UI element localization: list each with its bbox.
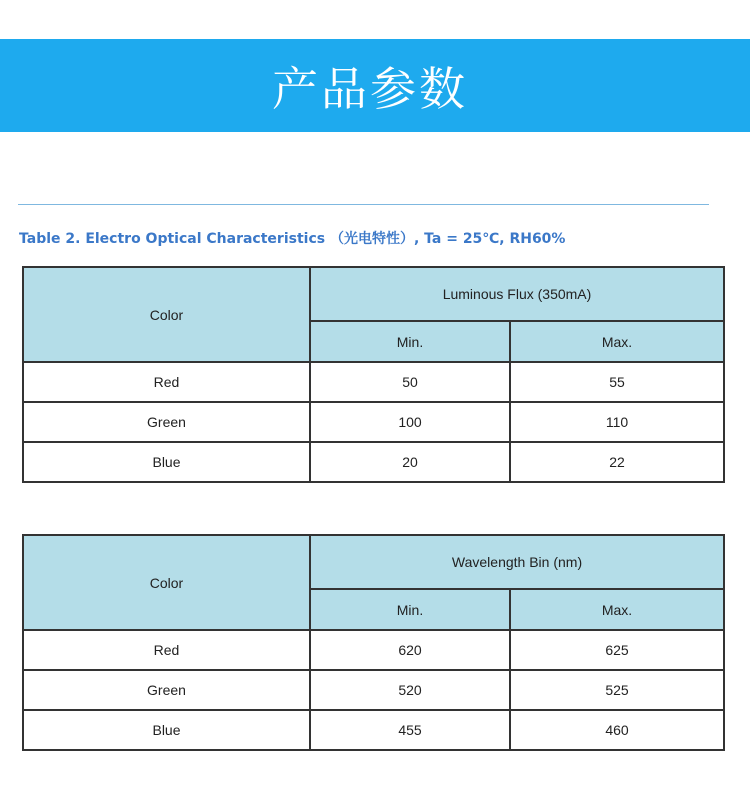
table-row xyxy=(23,402,724,442)
max-cell: 460 xyxy=(510,710,724,750)
divider-line xyxy=(18,204,709,205)
max-cell: 625 xyxy=(510,630,724,670)
color-header: Color xyxy=(23,535,310,630)
color-cell: Red xyxy=(23,362,310,402)
table-row xyxy=(23,630,724,670)
min-cell: 100 xyxy=(310,402,510,442)
max-cell: 22 xyxy=(510,442,724,482)
color-cell: Red xyxy=(23,630,310,670)
max-cell: 55 xyxy=(510,362,724,402)
max-cell: 525 xyxy=(510,670,724,710)
color-cell: Blue xyxy=(23,710,310,750)
max-cell: 110 xyxy=(510,402,724,442)
max-header: Max. xyxy=(510,589,724,630)
table-row xyxy=(23,670,724,710)
banner-title: 产品参数 xyxy=(272,61,468,116)
luminous-flux-header: Luminous Flux (350mA) xyxy=(310,267,724,321)
min-header: Min. xyxy=(310,321,510,362)
min-cell: 455 xyxy=(310,710,510,750)
table-caption: Table 2. Electro Optical Characteristics （光电特性）, Ta = 25℃, RH60% xyxy=(19,231,566,247)
color-cell: Green xyxy=(23,670,310,710)
color-header: Color xyxy=(23,267,310,362)
color-cell: Green xyxy=(23,402,310,442)
table-row xyxy=(23,442,724,482)
min-cell: 520 xyxy=(310,670,510,710)
min-cell: 50 xyxy=(310,362,510,402)
max-header: Max. xyxy=(510,321,724,362)
header-banner xyxy=(0,39,750,132)
wavelength-bin-table xyxy=(22,534,725,751)
min-cell: 20 xyxy=(310,442,510,482)
min-header: Min. xyxy=(310,589,510,630)
table-row xyxy=(23,710,724,750)
table-row xyxy=(23,362,724,402)
min-cell: 620 xyxy=(310,630,510,670)
luminous-flux-table xyxy=(22,266,725,483)
color-cell: Blue xyxy=(23,442,310,482)
wavelength-bin-header: Wavelength Bin (nm) xyxy=(310,535,724,589)
